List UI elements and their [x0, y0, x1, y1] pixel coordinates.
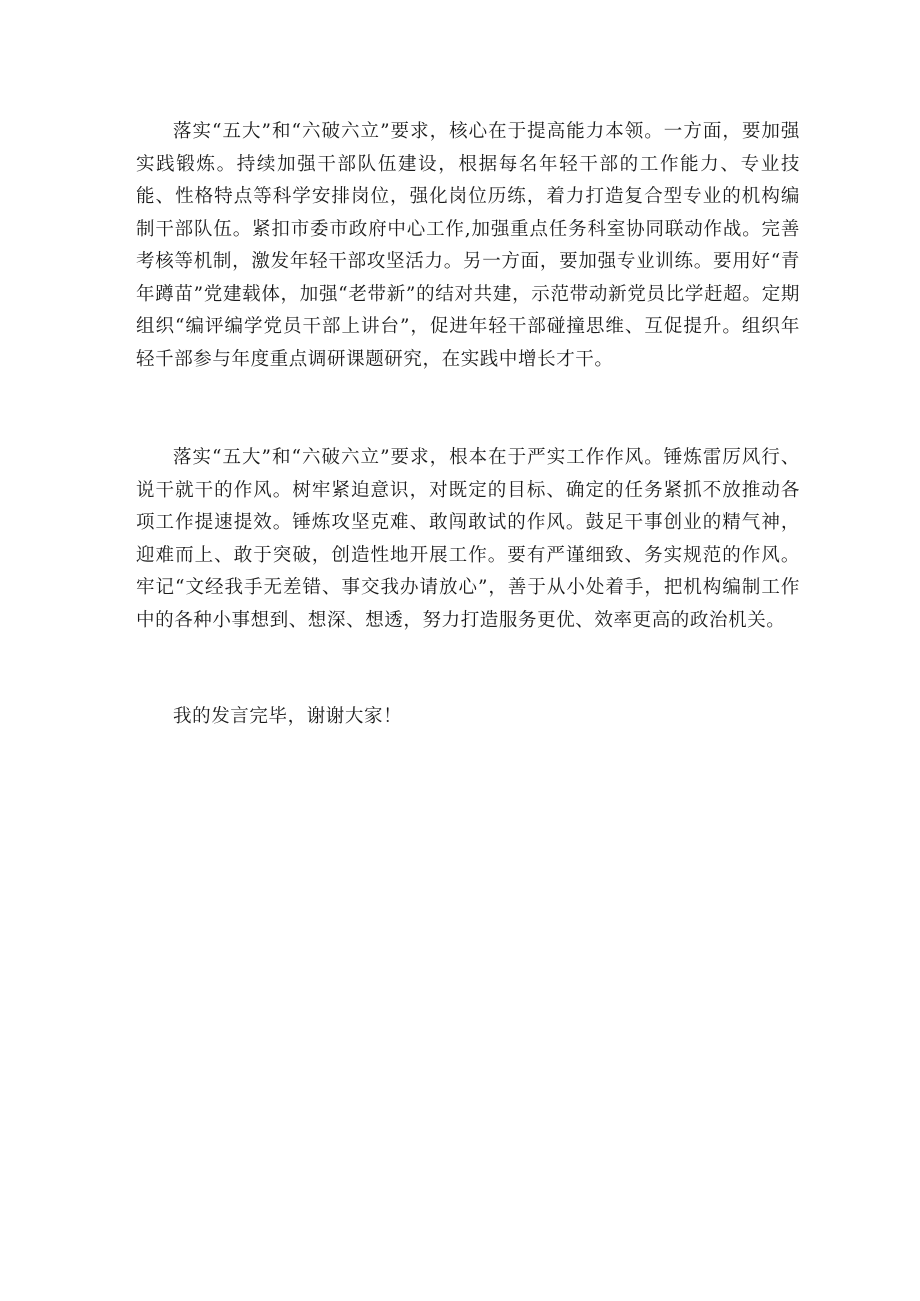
document-body — [136, 116, 800, 752]
paragraph-work-style: 落实“五大”和“六破六立”要求，根本在于严实工作作风。锤炼雷厉风行、说干就干的作风。树牢紧迫意识，对既定的目标、确定的任务紧抓不放推动各项工作提速提效。锤炼攻坚克难、敢闯敢试的作风。鼓足干事创业的精气神，迎难而上、敢于突破，创造性地开展工作。要有严谨细致、务实规范的作风。牢记“文经我手无差错、事交我办请放心”，善于从小处着手，把机构编制工作中的各种小事想到、想深、想透，努力打造服务更优、效率更高的政治机关。 — [136, 447, 800, 631]
paragraph-ability: 落实“五大”和“六破六立”要求，核心在于提高能力本领。一方面，要加强实践锻炼。持续加强干部队伍建设，根据每名年轻干部的工作能力、专业技能、性格特点等科学安排岗位，强化岗位历练，着力打造复合型专业的机构编制干部队伍。紧扣市委市政府中心工作,加强重点任务科室协同联动作战。完善考核等机制，激发年轻干部攻坚活力。另一方面，要加强专业训练。要用好“青年蹲苗”党建载体，加强“老带新”的结对共建，示范带动新党员比学赶超。定期组织“编评编学党员干部上讲台”，促进年轻干部碰撞思维、互促提升。组织年轻千部参与年度重点调研课题研究，在实践中增长才干。 — [136, 121, 800, 370]
closing-remark: 我的发言完毕，谢谢大家！ — [173, 706, 403, 727]
